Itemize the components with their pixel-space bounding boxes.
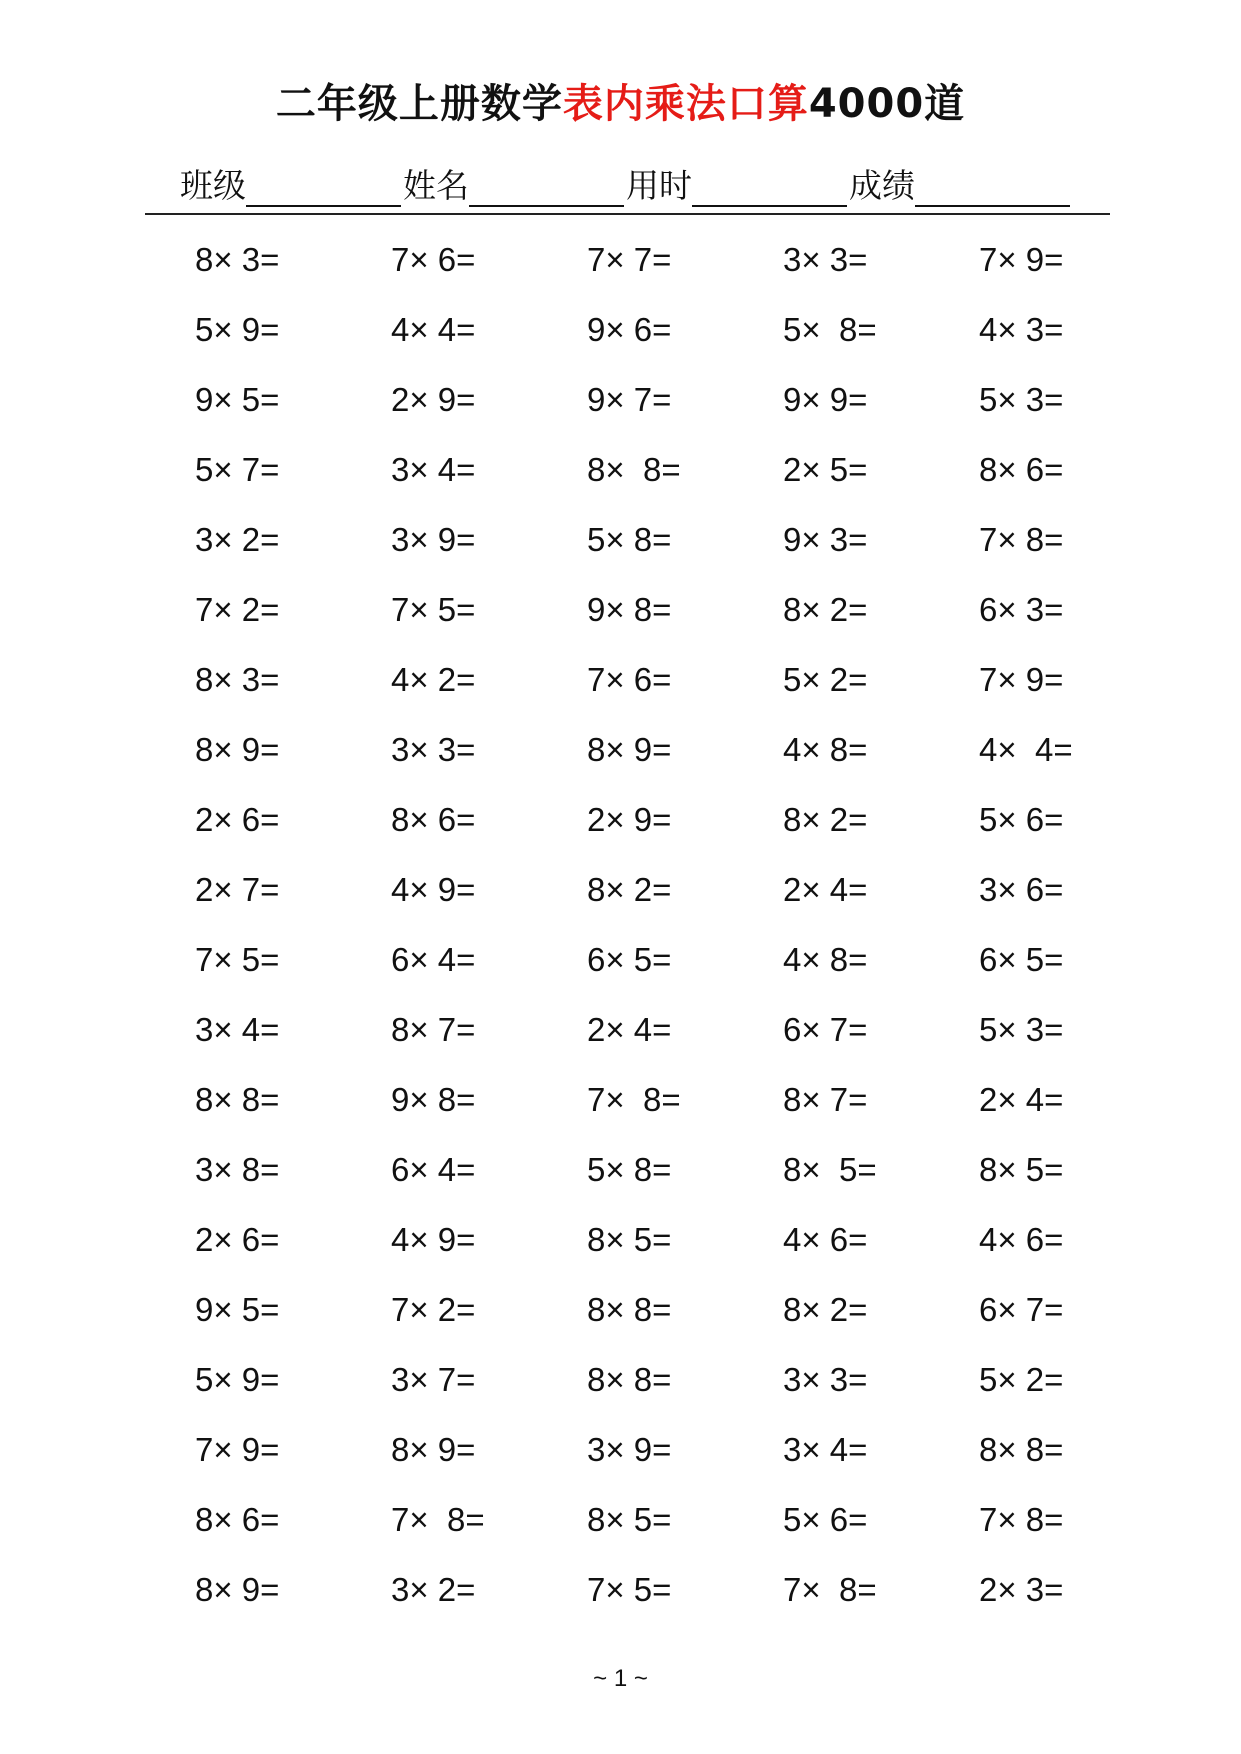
- name-label: 姓名: [403, 166, 469, 205]
- problem-item: 8× 6=: [195, 1501, 280, 1538]
- problem-item: 6× 7=: [783, 1011, 868, 1048]
- problem-item: 3× 6=: [979, 871, 1064, 908]
- problem-item: 6× 3=: [979, 591, 1064, 628]
- problem-item: 9× 5=: [195, 381, 280, 418]
- problem-item: 5× 8=: [783, 311, 877, 348]
- problem-item: 2× 4=: [783, 871, 868, 908]
- problem-item: 5× 9=: [195, 311, 280, 348]
- problem-item: 6× 4=: [391, 1151, 476, 1188]
- problem-item: 7× 6=: [391, 241, 476, 278]
- problem-item: 8× 7=: [783, 1081, 868, 1118]
- problem-item: 3× 4=: [391, 451, 476, 488]
- problem-item: 7× 9=: [979, 661, 1064, 698]
- problem-item: 4× 6=: [979, 1221, 1064, 1258]
- problem-item: 3× 4=: [783, 1431, 868, 1468]
- problem-item: 8× 8=: [587, 1361, 672, 1398]
- class-label: 班级: [180, 166, 246, 205]
- problem-item: 7× 8=: [979, 1501, 1064, 1538]
- problem-item: 3× 7=: [391, 1361, 476, 1398]
- header-divider: [145, 213, 1110, 215]
- problem-item: 8× 5=: [587, 1221, 672, 1258]
- problem-item: 8× 2=: [783, 591, 868, 628]
- problem-item: 5× 6=: [979, 801, 1064, 838]
- problem-item: 2× 7=: [195, 871, 280, 908]
- time-used-blank[interactable]: [692, 165, 847, 207]
- time-used-label: 用时: [626, 166, 692, 205]
- title-red-part: 表内乘法口算: [562, 81, 809, 127]
- problem-item: 7× 5=: [391, 591, 476, 628]
- problem-item: 5× 3=: [979, 1011, 1064, 1048]
- problem-item: 4× 8=: [783, 731, 868, 768]
- problem-item: 5× 9=: [195, 1361, 280, 1398]
- problem-item: 5× 3=: [979, 381, 1064, 418]
- problem-item: 5× 8=: [587, 1151, 672, 1188]
- class-blank[interactable]: [246, 165, 401, 207]
- problem-item: 5× 2=: [979, 1361, 1064, 1398]
- problem-grid: [195, 234, 1175, 1634]
- problem-item: 3× 8=: [195, 1151, 280, 1188]
- problem-item: 8× 3=: [195, 661, 280, 698]
- problem-item: 5× 7=: [195, 451, 280, 488]
- problem-item: 8× 7=: [391, 1011, 476, 1048]
- problem-item: 9× 8=: [391, 1081, 476, 1118]
- problem-item: 2× 9=: [391, 381, 476, 418]
- problem-item: 3× 9=: [391, 521, 476, 558]
- problem-item: 3× 9=: [587, 1431, 672, 1468]
- student-info-row: [180, 160, 1100, 207]
- problem-item: 9× 3=: [783, 521, 868, 558]
- page-number: ~ 1 ~: [593, 1665, 648, 1692]
- problem-item: 3× 2=: [195, 521, 280, 558]
- problem-item: 8× 8=: [195, 1081, 280, 1118]
- problem-item: 8× 8=: [979, 1431, 1064, 1468]
- title-black-part: 二年级上册数学: [275, 81, 563, 127]
- problem-item: 8× 9=: [391, 1431, 476, 1468]
- title-tail-part: 4000道: [808, 81, 966, 127]
- problem-item: 7× 7=: [587, 241, 672, 278]
- problem-item: 6× 4=: [391, 941, 476, 978]
- problem-item: 4× 6=: [783, 1221, 868, 1258]
- problem-item: 4× 9=: [391, 1221, 476, 1258]
- problem-item: 7× 8=: [783, 1571, 877, 1608]
- problem-item: 6× 5=: [979, 941, 1064, 978]
- problem-item: 8× 2=: [783, 801, 868, 838]
- problem-item: 9× 8=: [587, 591, 672, 628]
- problem-item: 7× 2=: [195, 591, 280, 628]
- problem-item: 9× 5=: [195, 1291, 280, 1328]
- problem-item: 7× 2=: [391, 1291, 476, 1328]
- problem-item: 3× 3=: [783, 1361, 868, 1398]
- problem-item: 7× 9=: [979, 241, 1064, 278]
- problem-item: 3× 3=: [783, 241, 868, 278]
- problem-item: 3× 4=: [195, 1011, 280, 1048]
- problem-item: 9× 6=: [587, 311, 672, 348]
- problem-item: 8× 8=: [587, 451, 681, 488]
- problem-item: 7× 8=: [391, 1501, 485, 1538]
- problem-item: 6× 7=: [979, 1291, 1064, 1328]
- problem-item: 8× 6=: [979, 451, 1064, 488]
- problem-item: 3× 3=: [391, 731, 476, 768]
- problem-item: 4× 4=: [979, 731, 1073, 768]
- problem-item: 8× 2=: [587, 871, 672, 908]
- page-title: [0, 72, 1241, 129]
- problem-item: 7× 8=: [979, 521, 1064, 558]
- score-label: 成绩: [849, 166, 915, 205]
- problem-item: 4× 8=: [783, 941, 868, 978]
- problem-item: 8× 3=: [195, 241, 280, 278]
- score-blank[interactable]: [915, 165, 1070, 207]
- problem-item: 8× 5=: [979, 1151, 1064, 1188]
- problem-item: 2× 9=: [587, 801, 672, 838]
- problem-item: 8× 6=: [391, 801, 476, 838]
- problem-item: 2× 6=: [195, 801, 280, 838]
- problem-item: 7× 5=: [195, 941, 280, 978]
- problem-item: 2× 4=: [587, 1011, 672, 1048]
- problem-item: 4× 2=: [391, 661, 476, 698]
- problem-item: 8× 5=: [783, 1151, 877, 1188]
- problem-item: 5× 6=: [783, 1501, 868, 1538]
- problem-item: 2× 6=: [195, 1221, 280, 1258]
- problem-item: 6× 5=: [587, 941, 672, 978]
- problem-item: 8× 5=: [587, 1501, 672, 1538]
- problem-item: 7× 9=: [195, 1431, 280, 1468]
- problem-item: 7× 5=: [587, 1571, 672, 1608]
- problem-item: 4× 9=: [391, 871, 476, 908]
- problem-item: 9× 7=: [587, 381, 672, 418]
- problem-item: 8× 9=: [195, 731, 280, 768]
- problem-item: 5× 2=: [783, 661, 868, 698]
- problem-item: 9× 9=: [783, 381, 868, 418]
- problem-item: 4× 4=: [391, 311, 476, 348]
- problem-item: 2× 3=: [979, 1571, 1064, 1608]
- problem-item: 8× 2=: [783, 1291, 868, 1328]
- problem-item: 5× 8=: [587, 521, 672, 558]
- problem-item: 8× 8=: [587, 1291, 672, 1328]
- problem-item: 2× 5=: [783, 451, 868, 488]
- problem-item: 2× 4=: [979, 1081, 1064, 1118]
- problem-item: 3× 2=: [391, 1571, 476, 1608]
- problem-item: 8× 9=: [587, 731, 672, 768]
- problem-item: 4× 3=: [979, 311, 1064, 348]
- problem-item: 7× 8=: [587, 1081, 681, 1118]
- problem-item: 8× 9=: [195, 1571, 280, 1608]
- name-blank[interactable]: [469, 165, 624, 207]
- problem-item: 7× 6=: [587, 661, 672, 698]
